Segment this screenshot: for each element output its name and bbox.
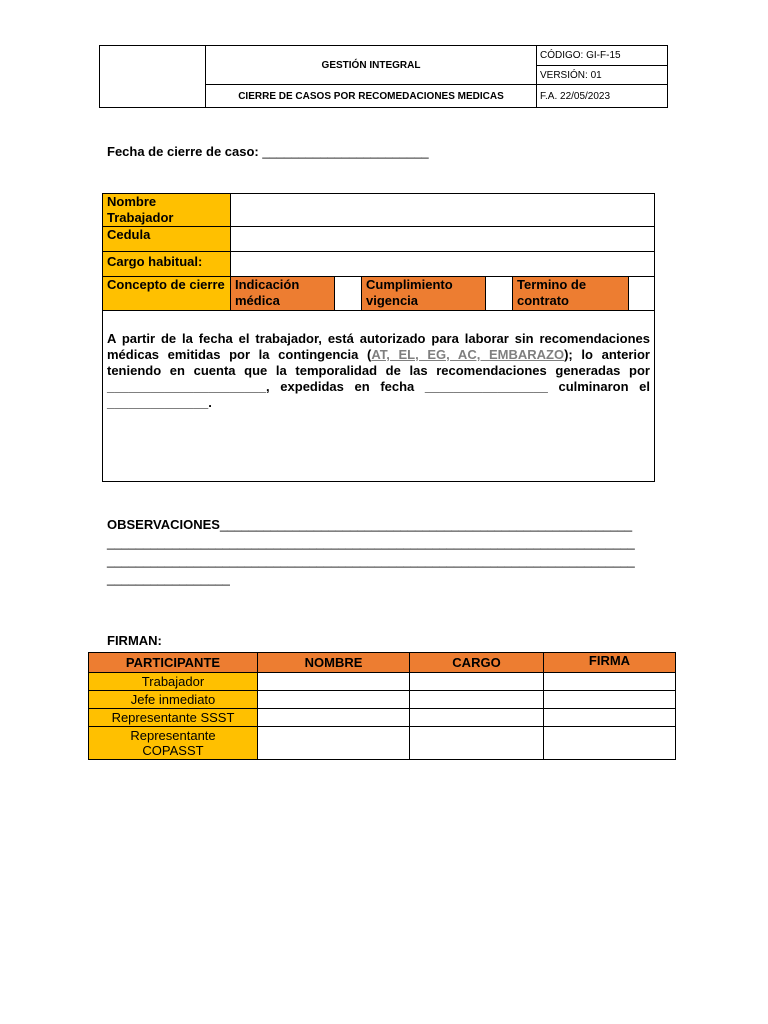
header-version: VERSIÓN: 01 <box>537 66 668 85</box>
cedula-label: Cedula <box>103 227 231 252</box>
observaciones-label: OBSERVACIONES <box>107 517 220 532</box>
nombre-trabajador-field[interactable] <box>231 194 655 227</box>
firma-cell[interactable] <box>544 727 676 760</box>
fecha-cierre-field[interactable]: _______________________ <box>258 144 429 159</box>
paragraph-text-1: A partir de la fecha el trabajador, está autorizado para laborar sin recomendaciones médicas emitidas por la contingencia ( <box>107 331 650 362</box>
cargo-cell[interactable] <box>410 709 544 727</box>
participante-jefe: Jefe inmediato <box>89 691 258 709</box>
header-nombre: NOMBRE <box>258 653 410 673</box>
observaciones-line-3[interactable]: _________________________________________________________________________ <box>107 553 635 568</box>
cargo-cell[interactable] <box>410 727 544 760</box>
termino-contrato-checkbox[interactable] <box>629 277 655 311</box>
cargo-cell[interactable] <box>410 691 544 709</box>
observaciones-line-1[interactable]: _________________________________________________________ <box>219 517 633 532</box>
indicacion-medica-label: Indicación médica <box>231 277 335 311</box>
cumplimiento-vigencia-checkbox[interactable] <box>486 277 513 311</box>
participante-ssst: Representante SSST <box>89 709 258 727</box>
firman-title: FIRMAN: <box>107 633 162 648</box>
header-code: CÓDIGO: GI-F-15 <box>537 46 668 66</box>
document-header <box>99 45 668 108</box>
header-firma: FIRMA <box>544 653 676 673</box>
table-row <box>89 691 676 709</box>
indicacion-medica-checkbox[interactable] <box>335 277 362 311</box>
contingencia-link[interactable]: AT, EL, EG, AC, EMBARAZO <box>371 347 565 362</box>
nombre-cell[interactable] <box>258 727 410 760</box>
observaciones-line-4[interactable]: _________________ <box>107 571 230 586</box>
header-date: F.A. 22/05/2023 <box>537 85 668 108</box>
nombre-cell[interactable] <box>258 673 410 691</box>
participante-trabajador: Trabajador <box>89 673 258 691</box>
firma-cell[interactable] <box>544 673 676 691</box>
observaciones <box>107 516 660 588</box>
nombre-cell[interactable] <box>258 691 410 709</box>
cargo-cell[interactable] <box>410 673 544 691</box>
cumplimiento-vigencia-label: Cumplimiento vigencia <box>362 277 486 311</box>
table-row <box>89 673 676 691</box>
signatures-table <box>88 652 676 760</box>
observaciones-line-2[interactable]: _________________________________________________________________________ <box>107 535 635 550</box>
fecha-cierre <box>107 144 429 159</box>
firma-cell[interactable] <box>544 691 676 709</box>
termino-contrato-label: Termino de contrato <box>513 277 629 311</box>
header-cargo: CARGO <box>410 653 544 673</box>
participante-copasst: Representante COPASST <box>89 727 258 760</box>
worker-table <box>102 193 655 482</box>
logo-area <box>100 46 206 108</box>
header-title: GESTIÓN INTEGRAL <box>206 46 537 85</box>
table-row <box>89 727 676 760</box>
nombre-trabajador-label: Nombre Trabajador <box>103 194 231 227</box>
fecha-cierre-label: Fecha de cierre de caso: <box>107 144 259 159</box>
cargo-habitual-field[interactable] <box>231 252 655 277</box>
cargo-habitual-label: Cargo habitual: <box>103 252 231 277</box>
concepto-cierre-label: Concepto de cierre <box>103 277 231 311</box>
header-participante: PARTICIPANTE <box>89 653 258 673</box>
firma-cell[interactable] <box>544 709 676 727</box>
cedula-field[interactable] <box>231 227 655 252</box>
paragraph-text-2: ); lo anterior teniendo en cuenta que la temporalidad de las recomendaciones generadas por ______________________, expedidas en fecha _________________ culminaron el ______________. <box>107 347 650 410</box>
nombre-cell[interactable] <box>258 709 410 727</box>
authorization-paragraph <box>103 311 655 482</box>
table-row <box>89 709 676 727</box>
header-subtitle: CIERRE DE CASOS POR RECOMEDACIONES MEDICAS <box>206 85 537 108</box>
